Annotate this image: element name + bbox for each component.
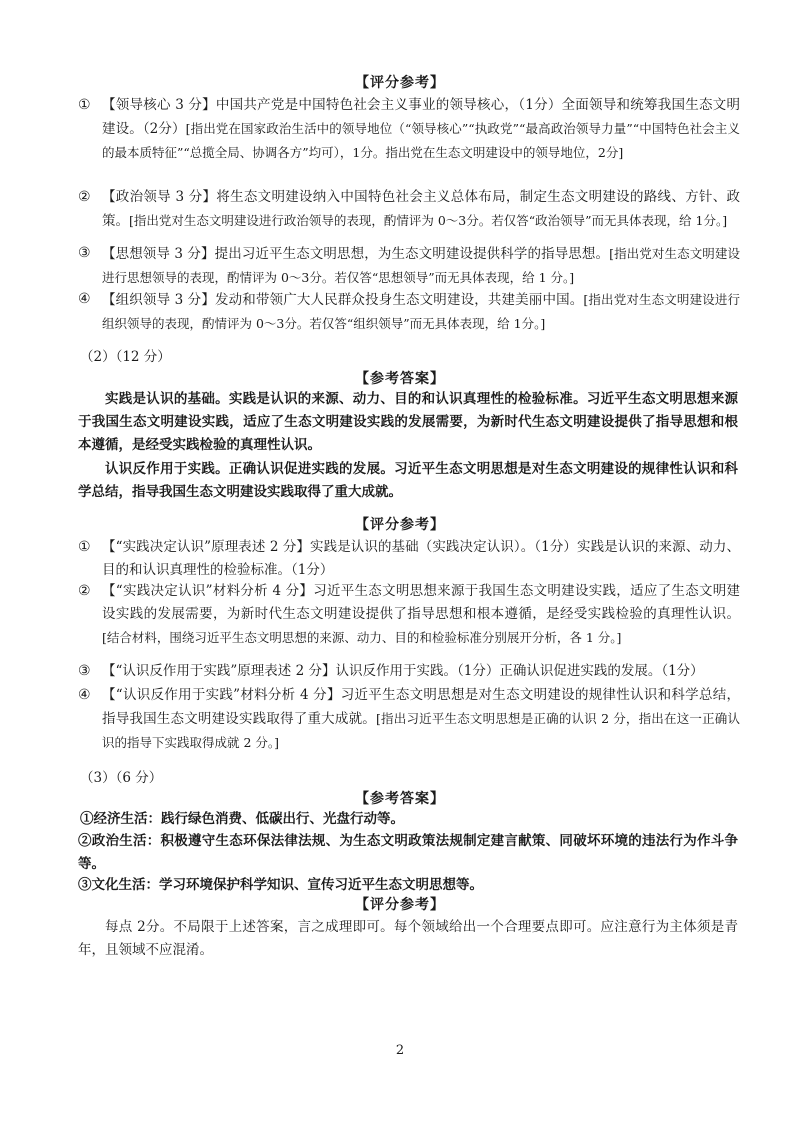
item-text: 习近平生态文明思想是对生态文明建设的规律性认识和科学总结，指导我国生态文明建设实践取得了重大成就。 [102, 687, 741, 727]
item-note: [指出党对生态文明建设进行思想领导的表现，酌情评为 0～3分。若仅答“思想领导”而无具体表现，给 1 分。] [102, 246, 740, 285]
q2-answer-p1: 实践是认识的基础。实践是认识的来源、动力、目的和认识真理性的检验标准。习近平生态文明思想来源于我国生态文明建设实践，适应了生态文明建设实践的发展需要，为新时代生态文明建设提供了指导思想和根本遵循，是经受实践检验的真理性认识。 [78, 391, 738, 453]
item-note: [指出党在国家政治生活中的领导地位（“领导核心”“执政党”“最高政治领导力量”“中国特色社会主义的最本质特征”“总揽全局、协调各方”均可），1分。指出党在生态文明建设中的领导地位，2分] [102, 121, 740, 160]
item-marker: ① [78, 97, 91, 113]
item-text: 提出习近平生态文明思想，为生态文明建设提供科学的指导思想。 [214, 246, 610, 262]
item-tag: 【“认识反作用于实践”材料分析 4 分】 [102, 687, 341, 703]
item-marker: ③ [78, 663, 91, 679]
q3-label: （3）（6 分） [80, 770, 163, 786]
scoring-heading-1: 【评分参考】 [355, 75, 445, 91]
item-marker: ① [78, 539, 91, 555]
q2-scoring-item-4 [78, 684, 740, 755]
item-marker: ② [78, 583, 91, 599]
q2-scoring-item-1 [78, 536, 740, 582]
q2-answer-p2: 认识反作用于实践。正确认识促进实践的发展。习近平生态文明思想是对生态文明建设的规律性认识和科学总结，指导我国生态文明建设实践取得了重大成就。 [78, 461, 738, 500]
item-note: [指出党对生态文明建设进行组织领导的表现，酌情评为 0～3分。若仅答“组织领导”而无具体表现，给 1分。] [102, 292, 741, 331]
q3-answer-2 [78, 830, 738, 876]
q3-answer-text: ③文化生活：学习环境保护科学知识、宣传习近平生态文明思想等。 [78, 877, 483, 893]
q2-scoring-item-2 [78, 580, 740, 650]
q2-scoring-item-3 [78, 660, 740, 683]
scoring-item-4 [78, 288, 740, 336]
scoring-item-3 [78, 242, 740, 290]
item-tag: 【领导核心 3 分】 [102, 97, 216, 113]
q3-answer-heading: 【参考答案】 [355, 791, 445, 807]
item-marker: ③ [78, 245, 91, 261]
item-marker: ④ [78, 687, 91, 703]
item-tag: 【“实践决定认识”材料分析 4 分】 [102, 583, 314, 599]
scoring-item-1 [78, 94, 740, 165]
q3-answer-text: ①经济生活：践行绿色消费、低碳出行、光盘行动等。 [80, 811, 404, 827]
scoring-item-2 [78, 186, 740, 233]
item-text: 习近平生态文明思想来源于我国生态文明建设实践，适应了生态文明建设实践的发展需要，为新时代生态文明建设提供了指导思想和根本遵循，是经受实践检验的真理性认识。 [102, 583, 740, 622]
item-tag: 【思想领导 3 分】 [102, 246, 215, 262]
item-tag: 【组织领导 3 分】 [102, 292, 215, 308]
q3-answer-text: ②政治生活：积极遵守生态环保法律法规、为生态文明政策法规制定建言献策、同破坏环境的违法行为作斗争等。 [78, 833, 738, 872]
item-marker: ② [78, 189, 91, 205]
q3-answer-1 [78, 808, 738, 831]
page-number: 2 [395, 1043, 405, 1058]
item-note: [指出习近平生态文明思想是正确的认识 2 分，指出在这一正确认识的指导下实践取得成就 2 分。] [102, 711, 740, 750]
item-text: 发动和带领广大人民群众投身生态文明建设，共建美丽中国。 [214, 292, 584, 308]
item-note: [结合材料，围绕习近平生态文明思想的来源、动力、目的和检验标准分别展开分析，各 1 分。] [102, 630, 622, 645]
item-tag: 【“实践决定认识”原理表述 2 分】 [102, 539, 311, 555]
item-text: 中国共产党是中国特色社会主义事业的领导核心，（1分）全面领导和统筹我国生态文明建设。（2分） [102, 97, 740, 137]
item-tag: 【“认识反作用于实践”原理表述 2 分】 [102, 663, 336, 679]
item-text: 实践是认识的基础（实践决定认识）。（1分）实践是认识的来源、动力、目的和认识真理性的检验标准。（1分） [102, 539, 740, 578]
q3-scoring-text: 每点 2分。不局限于上述答案，言之成理即可。每个领域给出一个合理要点即可。应注意行为主体须是青年，且领域不应混淆。 [78, 919, 738, 958]
q2-answer-heading: 【参考答案】 [355, 371, 445, 387]
q3-scoring-heading: 【评分参考】 [355, 897, 445, 913]
item-text: 将生态文明建设纳入中国特色社会主义总体布局，制定生态文明建设的路线、方针、政策。 [102, 189, 741, 229]
item-note: [指出党对生态文明建设进行政治领导的表现，酌情评为 0～3分。若仅答“政治领导”而无具体表现，给 1分。] [129, 213, 728, 228]
item-tag: 【政治领导 3 分】 [102, 189, 217, 205]
q2-label: （2）（12 分） [80, 349, 171, 365]
item-text: 认识反作用于实践。（1分）正确认识促进实践的发展。（1分） [335, 663, 704, 679]
q2-scoring-heading: 【评分参考】 [355, 517, 445, 533]
item-marker: ④ [78, 291, 91, 307]
